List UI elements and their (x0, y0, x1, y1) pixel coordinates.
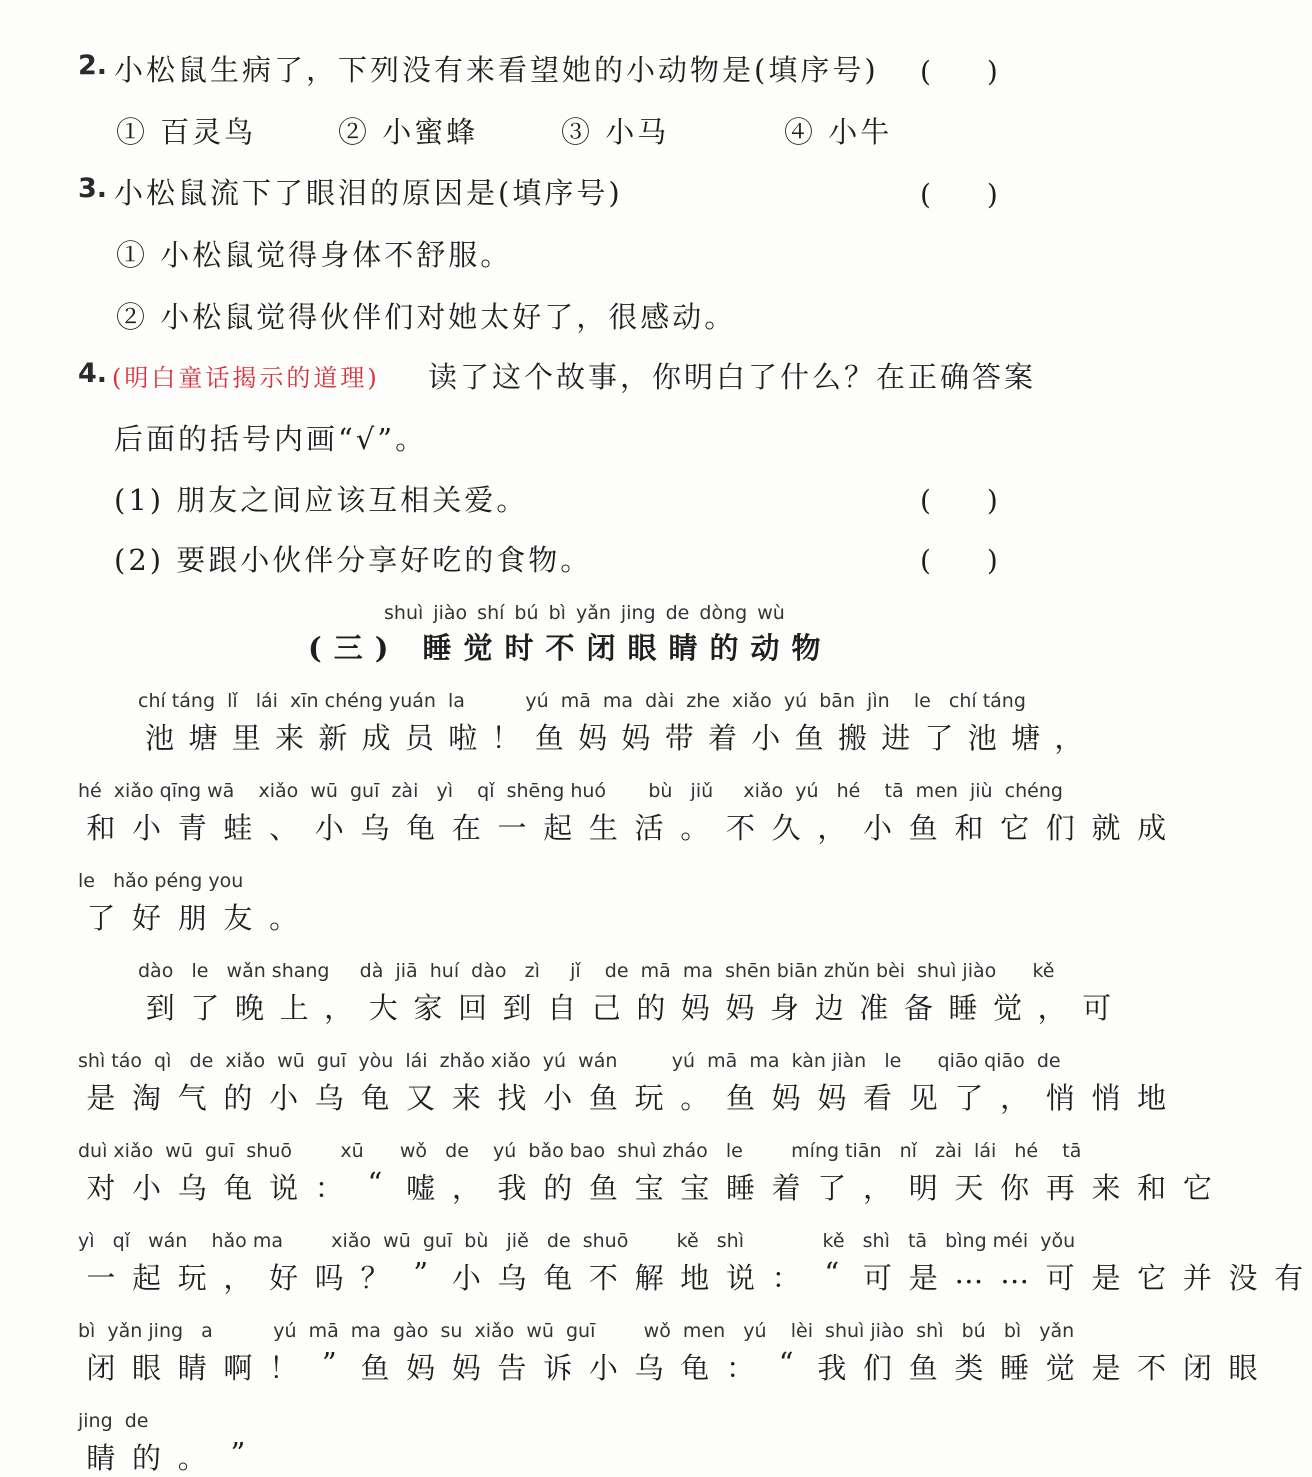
story-line-pinyin: yì qǐ wán hǎo ma xiǎo wū guī bù jiě de shuō kě shì kě shì tā bìng méi yǒu (78, 1230, 1076, 1252)
question-4-item-1-answer-blank[interactable]: ( ) (920, 484, 998, 517)
story-line-text: 闭 眼 睛 啊 ！ ” 鱼 妈 妈 告 诉 小 乌 龟 ： “ 我 们 鱼 类 睡 觉 是 不 闭 眼 (86, 1346, 1258, 1385)
question-4-item-1: (1) 朋友之间应该互相关爱。 (114, 483, 529, 517)
story-line-pinyin: bì yǎn jing a yú mā ma gào su xiǎo wū guī wǒ men yú lèi shuì jiào shì bú bì yǎn (78, 1320, 1075, 1342)
story-title-pinyin: shuì jiào shí bú bì yǎn jing de dòng wù (384, 602, 785, 624)
story-line-pinyin: hé xiǎo qīng wā xiǎo wū guī zài yì qǐ shēng huó bù jiǔ xiǎo yú hé tā men jiù chéng (78, 780, 1063, 802)
story-title: (三) 睡觉时不闭眼睛的动物 (308, 631, 833, 665)
story-line-text: 一 起 玩 ， 好 吗 ？ ” 小 乌 龟 不 解 地 说 ： “ 可 是 … … 可 是 它 并 没 有 (86, 1256, 1304, 1295)
question-3-answer-blank[interactable]: ( ) (920, 178, 998, 211)
story-line-text: 到 了 晚 上 ， 大 家 回 到 自 己 的 妈 妈 身 边 准 备 睡 觉 ， 可 (145, 991, 1112, 1025)
question-3-number: 3. (78, 173, 108, 204)
question-2-option-3: ③ 小马 (561, 115, 670, 149)
story-line-pinyin: duì xiǎo wū guī shuō xū wǒ de yú bǎo bao shuì zháo le míng tiān nǐ zài lái hé tā (78, 1140, 1082, 1162)
question-2-option-2: ② 小蜜蜂 (338, 115, 479, 149)
question-2-number: 2. (78, 50, 108, 81)
question-3-option-2: ② 小松鼠觉得伙伴们对她太好了，很感动。 (116, 300, 737, 334)
question-4-number: 4. (78, 358, 108, 389)
story-line-text: 和 小 青 蛙 、 小 乌 龟 在 一 起 生 活 。 不 久 ， 小 鱼 和 它 们 就 成 (86, 811, 1167, 845)
question-4-item-2-answer-blank[interactable]: ( ) (920, 544, 998, 577)
story-line-pinyin: shì táo qì de xiǎo wū guī yòu lái zhǎo xiǎo yú wán yú mā ma kàn jiàn le qiāo qiāo de (78, 1050, 1061, 1072)
question-4-text-line-2: 后面的括号内画“√”。 (114, 422, 428, 456)
story-line-pinyin: le hǎo péng you (78, 870, 244, 892)
question-2-option-1: ① 百灵鸟 (116, 115, 257, 149)
story-line-pinyin: jing de (78, 1410, 149, 1432)
question-4-skill-tag: (明白童话揭示的道理) (112, 364, 380, 392)
question-4-item-2: (2) 要跟小伙伴分享好吃的食物。 (114, 543, 593, 577)
question-3-option-1: ① 小松鼠觉得身体不舒服。 (116, 238, 513, 272)
question-2-text: 小松鼠生病了，下列没有来看望她的小动物是(填序号) (114, 53, 879, 87)
question-4-text-line-1: 读了这个故事，你明白了什么？在正确答案 (428, 360, 1037, 394)
story-line-text: 对 小 乌 龟 说 ： “ 嘘 ， 我 的 鱼 宝 宝 睡 着 了 ， 明 天 你 再 来 和 它 (86, 1166, 1212, 1205)
story-line-text: 池 塘 里 来 新 成 员 啦 ！ 鱼 妈 妈 带 着 小 鱼 搬 进 了 池 塘 ， (145, 721, 1084, 755)
question-2-answer-blank[interactable]: ( ) (920, 55, 998, 88)
story-line-pinyin: dào le wǎn shang dà jiā huí dào zì jǐ de mā ma shēn biān zhǔn bèi shuì jiào kě (138, 960, 1055, 982)
story-line-text: 睛 的 。 ” (86, 1436, 246, 1475)
question-3-text: 小松鼠流下了眼泪的原因是(填序号) (114, 176, 623, 210)
story-line-text: 是 淘 气 的 小 乌 龟 又 来 找 小 鱼 玩 。 鱼 妈 妈 看 见 了 ， 悄 悄 地 (86, 1081, 1167, 1115)
question-2-option-4: ④ 小牛 (784, 115, 893, 149)
story-line-text: 了 好 朋 友 。 (86, 901, 299, 935)
story-line-pinyin: chí táng lǐ lái xīn chéng yuán la yú mā ma dài zhe xiǎo yú bān jìn le chí táng (138, 690, 1026, 712)
